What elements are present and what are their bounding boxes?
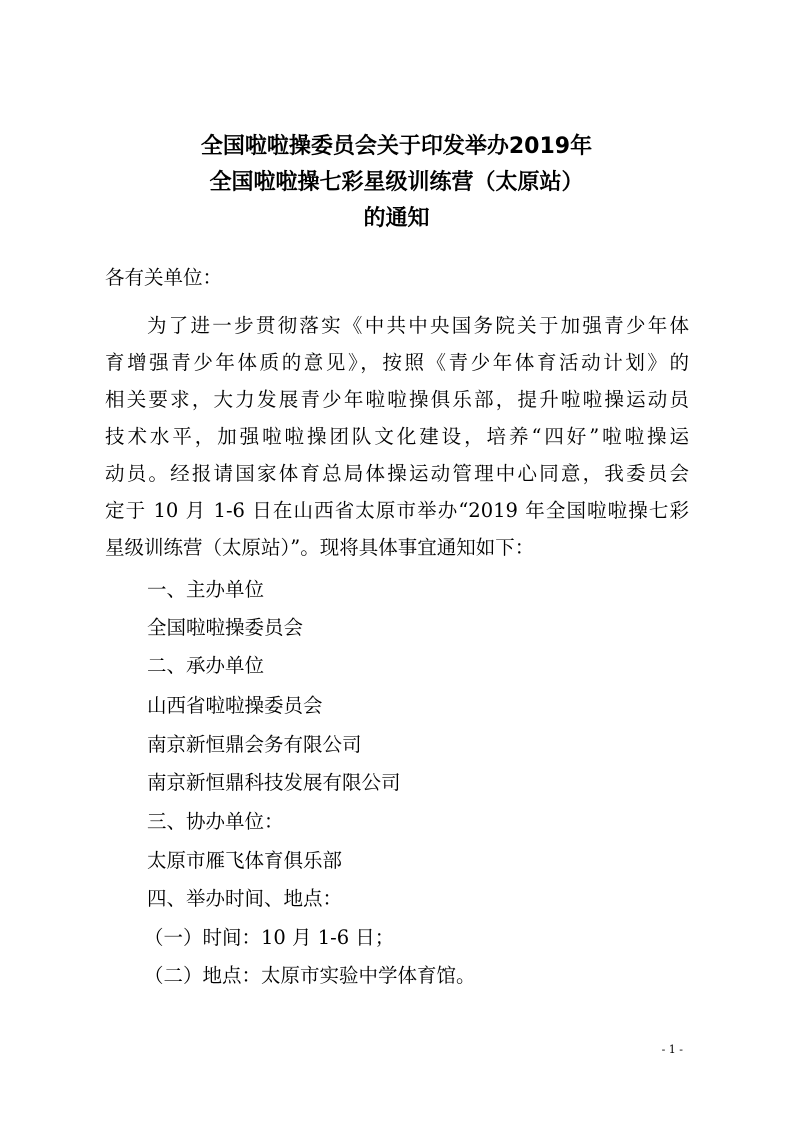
salutation: 各有关单位： xyxy=(105,266,223,289)
title-line-3: 的通知 xyxy=(363,206,430,231)
section-2-heading: 二、承办单位 xyxy=(147,654,265,677)
section-3-heading: 三、协办单位： xyxy=(147,810,284,833)
paragraph-line-4: 技术水平，加强啦啦操团队文化建设，培养“四好”啦啦操运 xyxy=(105,425,689,448)
section-1-heading: 一、主办单位 xyxy=(147,578,265,601)
paragraph-line-1: 为了进一步贯彻落实《中共中央国务院关于加强青少年体 xyxy=(147,314,689,337)
paragraph-line-7: 星级训练营（太原站）”。现将具体事宜通知如下： xyxy=(105,536,535,559)
section-1-item-1: 全国啦啦操委员会 xyxy=(147,616,304,639)
section-4-item-2: （二）地点：太原市实验中学体育馆。 xyxy=(144,964,476,987)
paragraph-line-2: 育增强青少年体质的意见》，按照《青少年体育活动计划》的 xyxy=(105,351,689,374)
section-3-item-1: 太原市雁飞体育俱乐部 xyxy=(147,849,343,872)
page-number: - 1 - xyxy=(661,1043,683,1056)
title-line-1: 全国啦啦操委员会关于印发举办2019年 xyxy=(200,134,593,159)
paragraph-line-5: 动员。经报请国家体育总局体操运动管理中心同意，我委员会 xyxy=(105,462,689,485)
section-2-item-2: 南京新恒鼎会务有限公司 xyxy=(147,733,362,756)
section-4-heading: 四、举办时间、地点： xyxy=(147,887,343,910)
section-2-item-1: 山西省啦啦操委员会 xyxy=(147,694,323,717)
paragraph-line-6: 定于 10 月 1-6 日在山西省太原市举办“2019 年全国啦啦操七彩 xyxy=(105,499,689,522)
title-line-2: 全国啦啦操七彩星级训练营（太原站） xyxy=(209,170,584,195)
section-4-item-1: （一）时间：10 月 1-6 日； xyxy=(144,926,395,949)
paragraph-line-3: 相关要求，大力发展青少年啦啦操俱乐部，提升啦啦操运动员 xyxy=(105,388,689,411)
section-2-item-3: 南京新恒鼎科技发展有限公司 xyxy=(147,771,401,794)
